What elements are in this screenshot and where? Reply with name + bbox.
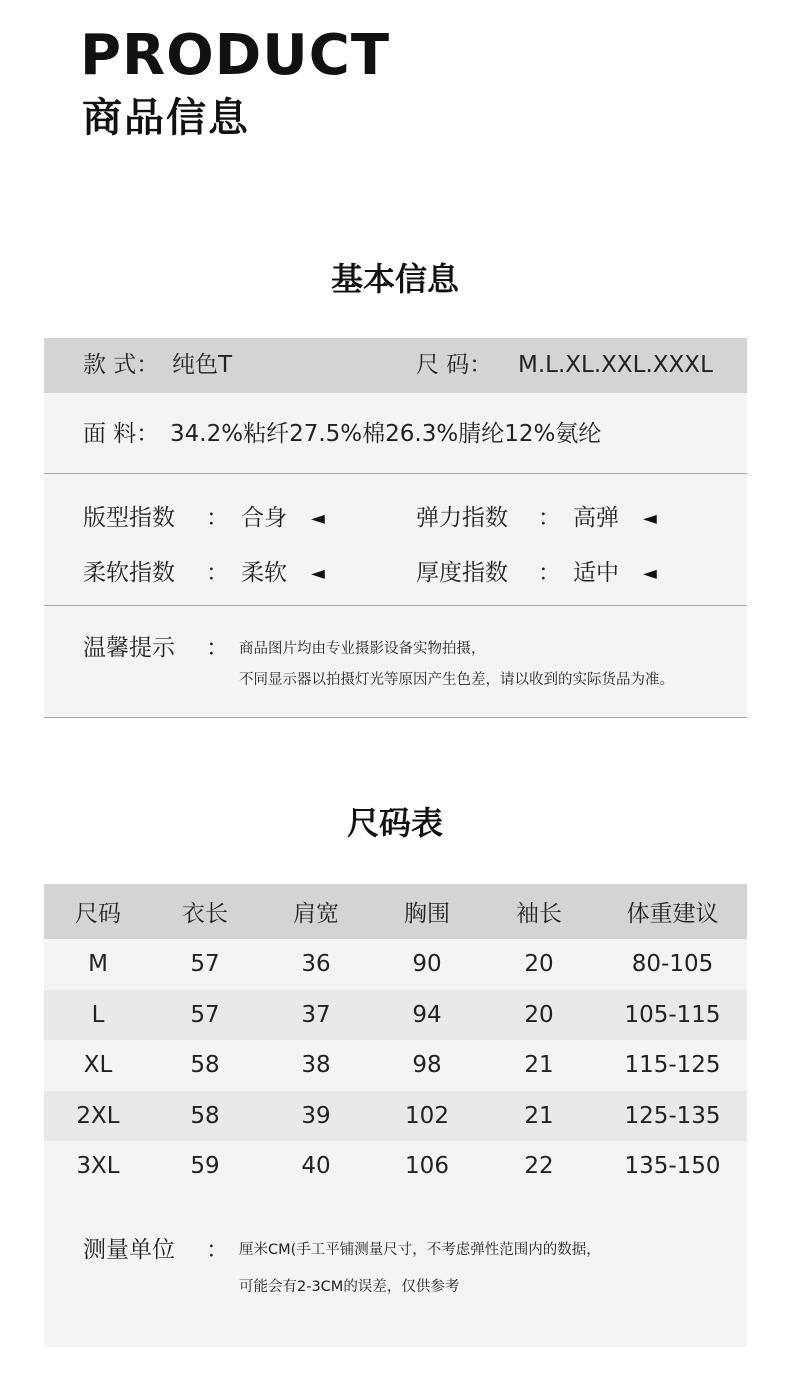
measure-line-2: 可能会有2-3CM的误差，仅供参考 (239, 1279, 460, 1295)
softness-index-label: 柔软指数 (83, 560, 175, 586)
fabric-label: 面 料： (83, 421, 160, 447)
cell-sleeve: 22 (480, 1141, 598, 1192)
size-label: 尺 码： (416, 352, 493, 378)
divider (44, 473, 747, 474)
col-header-sleeve: 袖长 (480, 884, 598, 939)
measure-label: 测量单位 (83, 1237, 175, 1263)
cell-chest: 102 (374, 1091, 480, 1142)
cell-size: 3XL (44, 1141, 152, 1192)
cell-sleeve: 20 (480, 939, 598, 990)
style-label: 款 式： (83, 352, 160, 378)
style-value: 纯色T (172, 352, 233, 378)
fabric-value: 34.2%粘纤27.5%棉26.3%腈纶12%氨纶 (170, 421, 602, 447)
thickness-index-value: 适中 (573, 560, 619, 586)
fit-index-colon: ： (206, 505, 229, 531)
elasticity-index-colon: ： (538, 505, 561, 531)
cell-shoulder: 38 (258, 1040, 374, 1091)
cell-size: XL (44, 1040, 152, 1091)
cell-sleeve: 20 (480, 990, 598, 1041)
cell-chest: 106 (374, 1141, 480, 1192)
cell-sleeve: 21 (480, 1091, 598, 1142)
page-title-en: PRODUCT (80, 23, 391, 88)
divider (44, 717, 747, 718)
divider (44, 605, 747, 606)
cell-size: L (44, 990, 152, 1041)
measure-note-panel (44, 1192, 747, 1347)
thickness-index-colon: ： (538, 560, 561, 586)
thickness-index-label: 厚度指数 (416, 560, 508, 586)
cell-length: 57 (152, 939, 258, 990)
cell-chest: 90 (374, 939, 480, 990)
cell-weight: 125-135 (598, 1091, 747, 1142)
measure-line-1: 厘米CM(手工平铺测量尺寸，不考虑弹性范围内的数据， (239, 1242, 601, 1258)
cell-shoulder: 39 (258, 1091, 374, 1142)
tip-line-2: 不同显示器以拍摄灯光等原因产生色差，请以收到的实际货品为准。 (239, 672, 674, 688)
col-header-chest: 胸围 (374, 884, 480, 939)
size-table-header-row (44, 884, 747, 939)
cell-weight: 115-125 (598, 1040, 747, 1091)
table-row (44, 939, 747, 990)
table-row (44, 1040, 747, 1091)
cell-weight: 80-105 (598, 939, 747, 990)
table-row (44, 1141, 747, 1192)
softness-index-marker-icon: ◄ (311, 563, 325, 584)
cell-chest: 98 (374, 1040, 480, 1091)
elasticity-index-value: 高弹 (573, 505, 619, 531)
measure-colon: ： (206, 1237, 229, 1263)
cell-shoulder: 40 (258, 1141, 374, 1192)
col-header-size: 尺码 (44, 884, 152, 939)
elasticity-index-label: 弹力指数 (416, 505, 508, 531)
cell-weight: 135-150 (598, 1141, 747, 1192)
fit-index-marker-icon: ◄ (311, 508, 325, 529)
cell-weight: 105-115 (598, 990, 747, 1041)
cell-length: 59 (152, 1141, 258, 1192)
size-value: M.L.XL.XXL.XXXL (518, 352, 713, 378)
cell-size: M (44, 939, 152, 990)
fit-index-label: 版型指数 (83, 505, 175, 531)
elasticity-index-marker-icon: ◄ (643, 508, 657, 529)
tip-colon: ： (206, 635, 229, 661)
cell-size: 2XL (44, 1091, 152, 1142)
softness-index-colon: ： (206, 560, 229, 586)
page-title-cn: 商品信息 (82, 95, 250, 141)
col-header-length: 衣长 (152, 884, 258, 939)
cell-length: 58 (152, 1091, 258, 1142)
table-row (44, 990, 747, 1041)
cell-shoulder: 37 (258, 990, 374, 1041)
cell-length: 58 (152, 1040, 258, 1091)
softness-index-value: 柔软 (241, 560, 287, 586)
col-header-weight: 体重建议 (598, 884, 747, 939)
tip-line-1: 商品图片均由专业摄影设备实物拍摄， (239, 641, 486, 657)
cell-length: 57 (152, 990, 258, 1041)
table-row (44, 1091, 747, 1142)
tip-label: 温馨提示 (83, 635, 175, 661)
cell-shoulder: 36 (258, 939, 374, 990)
cell-chest: 94 (374, 990, 480, 1041)
fit-index-value: 合身 (241, 505, 287, 531)
thickness-index-marker-icon: ◄ (643, 563, 657, 584)
size-table (44, 884, 747, 1192)
cell-sleeve: 21 (480, 1040, 598, 1091)
col-header-shoulder: 肩宽 (258, 884, 374, 939)
size-table-title: 尺码表 (346, 804, 443, 842)
basic-info-title: 基本信息 (330, 260, 459, 298)
